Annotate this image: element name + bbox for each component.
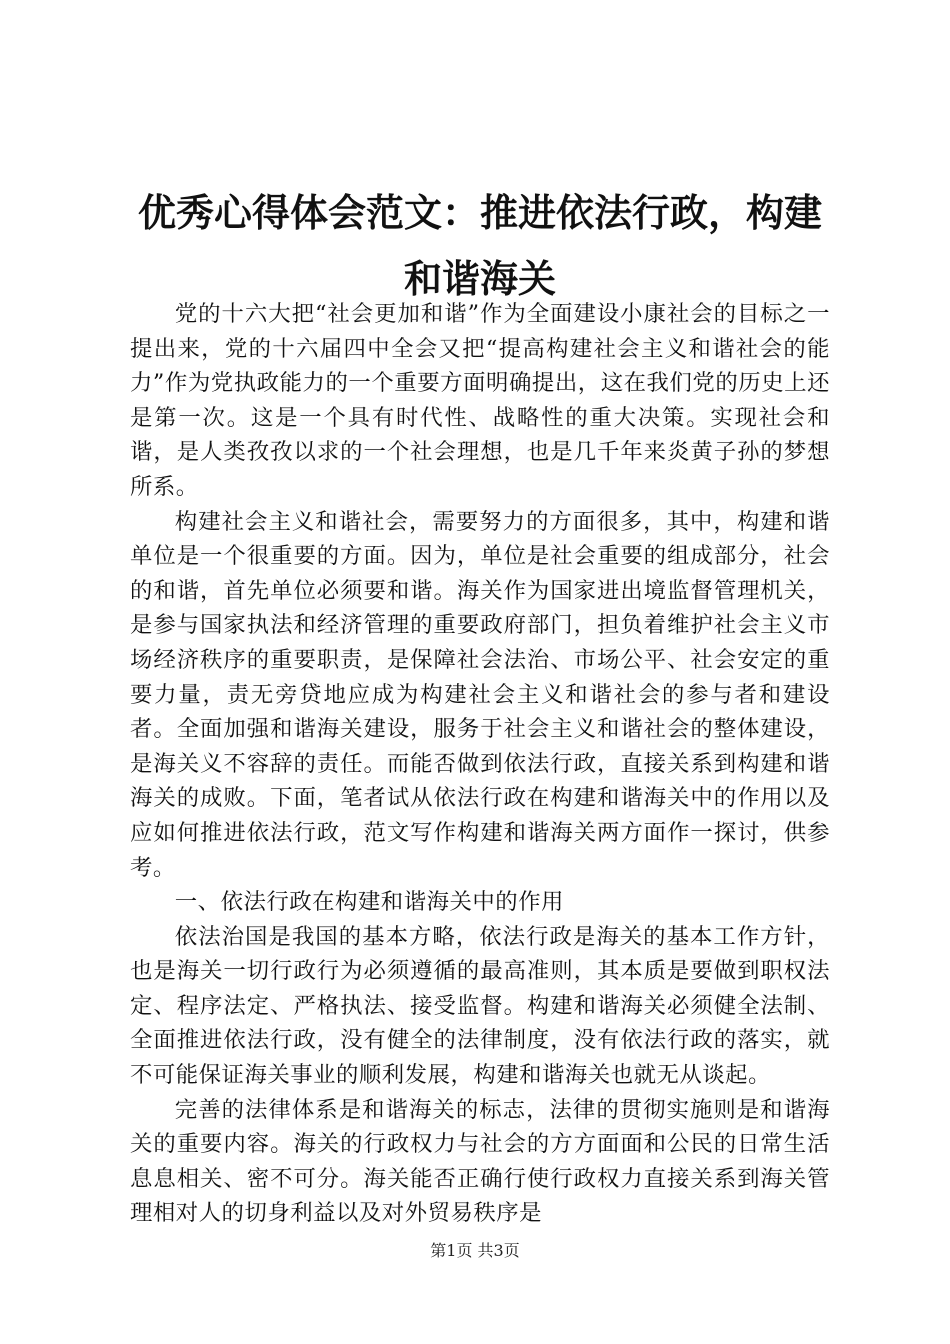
paragraph-rule-of-law: 依法治国是我国的基本方略，依法行政是海关的基本工作方针，也是海关一切行政行为必须遵循的最高准则，其本质是要做到职权法定、程序法定、严格执法、接受监督。构建和谐海关必须健全法制、全面推进依法行政，没有健全的法律制度，没有依法行政的落实，就不可能保证海关事业的顺利发展，构建和谐海关也就无从谈起。 bbox=[130, 923, 830, 1089]
paragraph-legal-system: 完善的法律体系是和谐海关的标志，法律的贯彻实施则是和谐海关的重要内容。海关的行政权力与社会的方方面面和公民的日常生活息息相关、密不可分。海关能否正确行使行政权力直接关系到海关管理相对人的切身利益以及对外贸易秩序是 bbox=[130, 1096, 830, 1227]
paragraph-harmonious-unit: 构建社会主义和谐社会，需要努力的方面很多，其中，构建和谐单位是一个很重要的方面。因为，单位是社会重要的组成部分，社会的和谐，首先单位必须要和谐。海关作为国家进出境监督管理机关，是参与国家执法和经济管理的重要政府部门，担负着维护社会主义市场经济秩序的重要职责，是保障社会法治、市场公平、社会安定的重要力量，责无旁贷地应成为构建社会主义和谐社会的参与者和建设者。全面加强和谐海关建设，服务于社会主义和谐社会的整体建设，是海关义不容辞的责任。而能否做到依法行政，直接关系到构建和谐海关的成败。下面，笔者试从依法行政在构建和谐海关中的作用以及应如何推进依法行政，范文写作构建和谐海关两方面作一探讨，供参考。 bbox=[130, 508, 830, 881]
document-title: 优秀心得体会范文：推进依法行政，构建和谐海关 bbox=[137, 190, 822, 301]
section-heading-1: 一、依法行政在构建和谐海关中的作用 bbox=[174, 889, 564, 916]
page-number-footer: 第1页 共3页 bbox=[430, 1241, 520, 1260]
document-body bbox=[130, 297, 830, 1231]
paragraph-intro: 党的十六大把“社会更加和谐”作为全面建设小康社会的目标之一提出来，党的十六届四中全会又把“提高构建社会主义和谐社会的能力”作为党执政能力的一个重要方面明确提出，这在我们党的历史上还是第一次。这是一个具有时代性、战略性的重大决策。实现社会和谐，是人类孜孜以求的一个社会理想，也是几千年来炎黄子孙的梦想所系。 bbox=[130, 301, 830, 500]
